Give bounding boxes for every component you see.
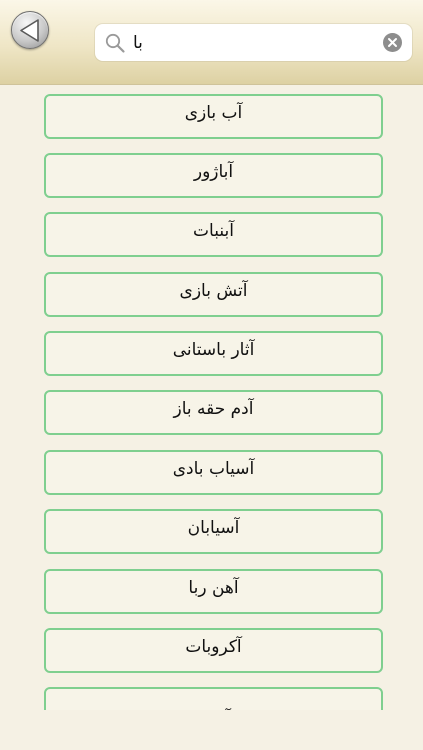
back-button[interactable]: [11, 11, 49, 49]
list-item-label: آباژور: [193, 162, 234, 182]
back-arrow-icon: [12, 12, 50, 50]
list-item-label: آب بازی: [184, 103, 243, 123]
list-item[interactable]: [44, 509, 383, 554]
list-item[interactable]: [44, 212, 383, 257]
list-item-label: آثار باستانی: [172, 340, 255, 360]
list-item-label: آبنبات: [193, 221, 234, 241]
bottom-area: [0, 710, 423, 750]
list-item[interactable]: [44, 153, 383, 198]
list-item[interactable]: [44, 450, 383, 495]
list-item-label: آکروبات: [185, 637, 242, 657]
search-icon: [104, 32, 126, 54]
list-item-label: آهن ربا: [188, 578, 239, 598]
search-bar[interactable]: [95, 24, 412, 61]
list-item[interactable]: [44, 272, 383, 317]
list-item[interactable]: [44, 628, 383, 673]
list-item-label: آتش بازی: [179, 281, 248, 301]
clear-icon[interactable]: [383, 33, 402, 52]
header-bar: [0, 0, 423, 85]
list-item[interactable]: [44, 94, 383, 139]
results-list[interactable]: [0, 86, 423, 710]
list-item-label: آدم حقه باز: [173, 399, 254, 419]
list-item-label: آسیاب بادی: [172, 459, 255, 479]
list-item-label: آسیابان: [187, 518, 240, 538]
list-item[interactable]: [44, 331, 383, 376]
list-item[interactable]: [44, 390, 383, 435]
list-item[interactable]: [44, 569, 383, 614]
search-input[interactable]: [133, 28, 373, 57]
